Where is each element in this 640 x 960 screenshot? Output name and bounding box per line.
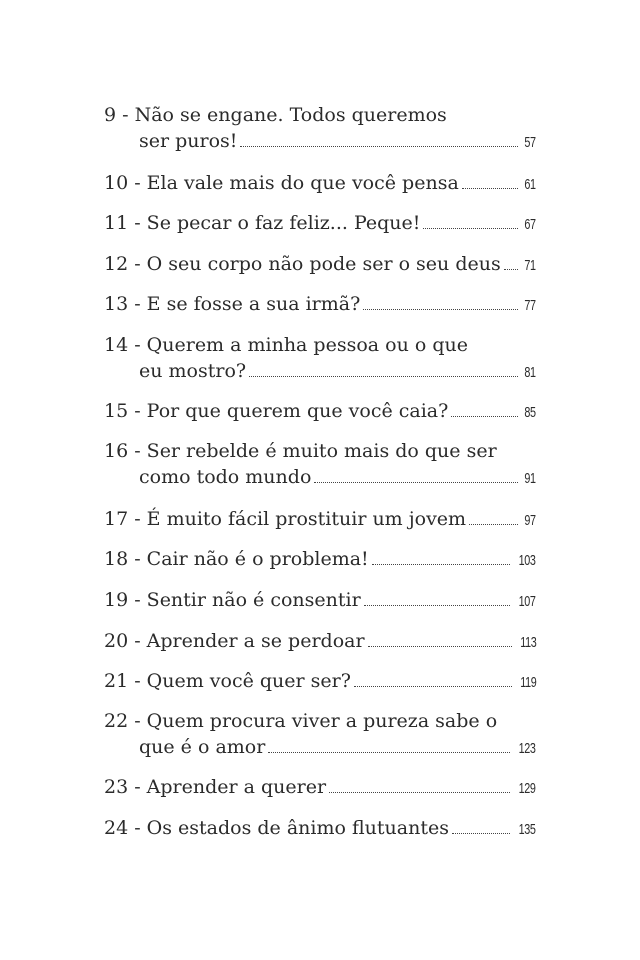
dot-leader xyxy=(314,482,518,483)
toc-entry-last-line xyxy=(104,628,536,654)
toc-page-number: 77 xyxy=(524,297,536,314)
toc-entry-title: 12 - O seu corpo não pode ser o seu deus xyxy=(104,253,501,275)
dot-leader xyxy=(452,833,511,834)
toc-entry-title: 22 - Quem procura viver a pureza sabe o xyxy=(104,710,498,732)
toc-entry-22[interactable] xyxy=(104,708,536,760)
toc-page-number: 129 xyxy=(519,780,536,797)
toc-entry-title-line xyxy=(104,102,536,128)
toc-entry-title: 13 - E se fosse a sua irmã? xyxy=(104,293,361,315)
toc-page-number: 81 xyxy=(524,364,536,381)
toc-entry-10[interactable] xyxy=(104,170,536,196)
toc-entry-title: 15 - Por que querem que você caia? xyxy=(104,400,449,422)
toc-page-number: 107 xyxy=(519,593,536,610)
toc-entry-title: 19 - Sentir não é consentir xyxy=(104,589,361,611)
toc-entry-last-line xyxy=(104,734,536,760)
dot-leader xyxy=(249,376,518,377)
toc-page-number: 123 xyxy=(519,740,536,757)
toc-entry-last-line xyxy=(104,668,536,694)
toc-page-number: 71 xyxy=(524,257,536,274)
toc-page-number: 103 xyxy=(519,552,536,569)
dot-leader xyxy=(451,416,518,417)
toc-entry-title-line xyxy=(104,708,536,734)
toc-entry-title-line xyxy=(104,332,536,358)
toc-entry-21[interactable] xyxy=(104,668,536,694)
toc-entry-last-line xyxy=(104,464,536,490)
toc-entry-14[interactable] xyxy=(104,332,536,384)
toc-entry-title-line xyxy=(104,438,536,464)
toc-entry-title: 20 - Aprender a se perdoar xyxy=(104,630,365,652)
dot-leader xyxy=(368,646,512,647)
toc-entry-title: 11 - Se pecar o faz feliz... Peque! xyxy=(104,212,421,234)
toc-entry-17[interactable] xyxy=(104,506,536,532)
toc-entry-title: que é o amor xyxy=(139,736,266,758)
dot-leader xyxy=(354,686,512,687)
toc-entry-last-line xyxy=(104,587,536,613)
toc-entry-title: 9 - Não se engane. Todos queremos xyxy=(104,104,447,126)
dot-leader xyxy=(504,269,519,270)
dot-leader xyxy=(462,188,519,189)
toc-entry-last-line xyxy=(104,815,536,841)
toc-entry-title: 14 - Querem a minha pessoa ou o que xyxy=(104,334,468,356)
toc-entry-title: 16 - Ser rebelde é muito mais do que ser xyxy=(104,440,497,462)
toc-entry-title: eu mostro? xyxy=(139,360,247,382)
toc-entry-16[interactable] xyxy=(104,438,536,490)
dot-leader xyxy=(364,605,511,606)
toc-entry-last-line xyxy=(104,546,536,572)
toc-entry-15[interactable] xyxy=(104,398,536,424)
toc-entry-19[interactable] xyxy=(104,587,536,613)
toc-entry-last-line xyxy=(104,291,536,317)
toc-entry-last-line xyxy=(104,128,536,154)
toc-entry-13[interactable] xyxy=(104,291,536,317)
toc-entry-title: 10 - Ela vale mais do que você pensa xyxy=(104,172,459,194)
dot-leader xyxy=(240,146,518,147)
toc-entry-last-line xyxy=(104,251,536,277)
toc-entry-18[interactable] xyxy=(104,546,536,572)
toc-page-number: 97 xyxy=(524,512,536,529)
dot-leader xyxy=(363,309,518,310)
dot-leader xyxy=(469,524,518,525)
toc-page-number: 57 xyxy=(524,134,536,151)
toc-entry-12[interactable] xyxy=(104,251,536,277)
dot-leader xyxy=(372,564,511,565)
dot-leader xyxy=(268,752,510,753)
toc-entry-23[interactable] xyxy=(104,774,536,800)
toc-entry-title: 17 - É muito fácil prostituir um jovem xyxy=(104,508,467,530)
toc-page-number: 135 xyxy=(519,821,536,838)
toc-entry-11[interactable] xyxy=(104,210,536,236)
toc-entry-24[interactable] xyxy=(104,815,536,841)
toc-entry-last-line xyxy=(104,774,536,800)
toc-entry-last-line xyxy=(104,506,536,532)
toc-entry-title: ser puros! xyxy=(139,130,238,152)
toc-entry-last-line xyxy=(104,210,536,236)
toc-entry-last-line xyxy=(104,358,536,384)
dot-leader xyxy=(423,228,518,229)
dot-leader xyxy=(329,792,510,793)
toc-entry-20[interactable] xyxy=(104,628,536,654)
toc-entry-title: 21 - Quem você quer ser? xyxy=(104,670,351,692)
toc-page-number: 91 xyxy=(524,470,536,487)
toc-page-number: 113 xyxy=(519,634,536,651)
toc-page-number: 61 xyxy=(524,176,536,193)
toc-entry-last-line xyxy=(104,170,536,196)
toc-entry-title: 18 - Cair não é o problema! xyxy=(104,548,369,570)
toc-entry-title: como todo mundo xyxy=(139,466,312,488)
toc-page-number: 67 xyxy=(524,216,536,233)
toc-entry-title: 24 - Os estados de ânimo flutuantes xyxy=(104,817,449,839)
toc-entry-9[interactable] xyxy=(104,102,536,154)
toc-page-number: 85 xyxy=(524,404,536,421)
toc-entry-title: 23 - Aprender a querer xyxy=(104,776,327,798)
toc-entry-last-line xyxy=(104,398,536,424)
toc-page-number: 119 xyxy=(519,674,536,691)
